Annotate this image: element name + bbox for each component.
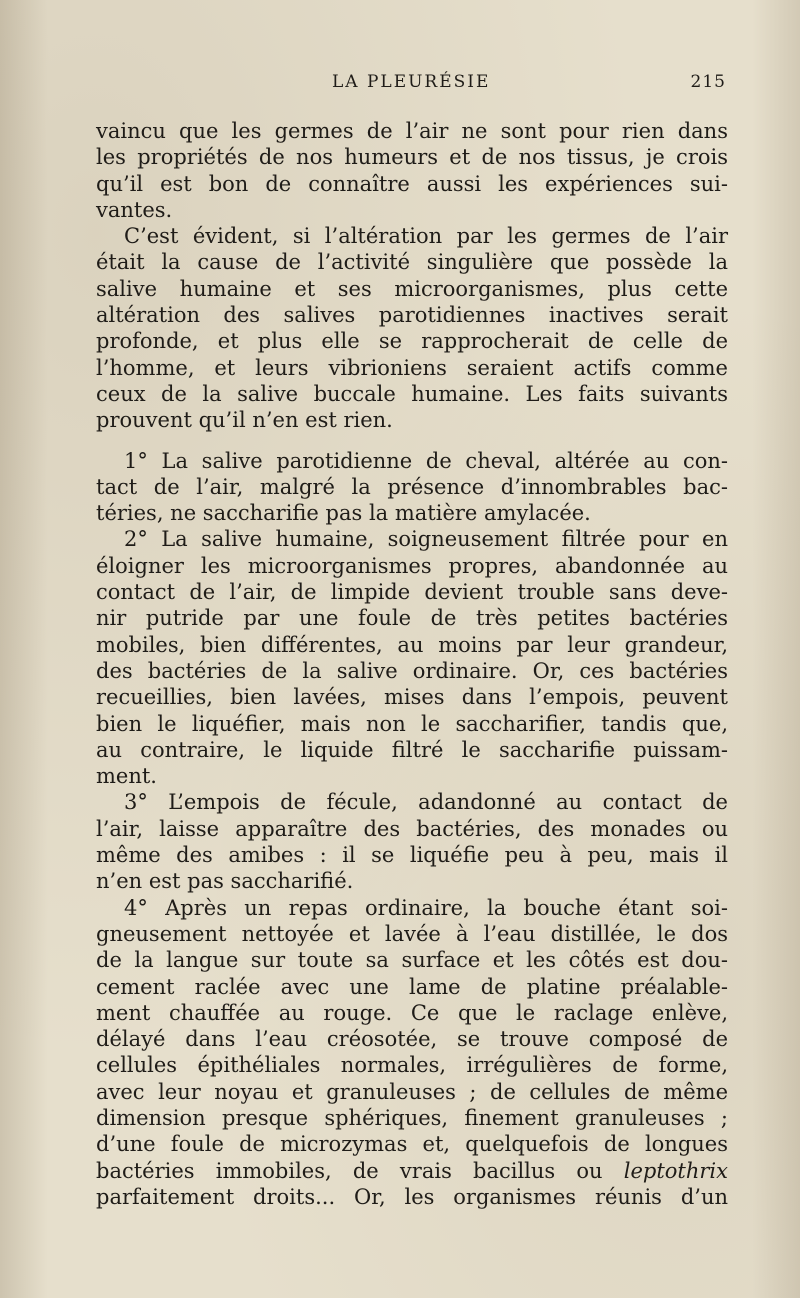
running-title: LA PLEURÉSIE (332, 72, 491, 92)
text-line: vaincu que les germes de l’air ne sont pour rien dans (96, 119, 728, 143)
body-text (96, 118, 728, 1210)
text-line: d’une foule de microzymas et, quelquefois de longues (96, 1132, 728, 1157)
text-line: gneusement nettoyée et lavée à l’eau distillée, le dos (96, 921, 728, 946)
text-line: téries, ne saccharifie pas la matière amylacée. (96, 501, 591, 526)
paragraph-gap (96, 434, 728, 448)
text-line: bien le liquéfier, mais non le saccharifier, tandis que, (96, 711, 728, 736)
text-line: cement raclée avec une lame de platine préalable- (96, 974, 728, 999)
text-line: mobiles, bien différentes, au moins par leur grandeur, (96, 632, 728, 657)
text-line: recueillies, bien lavées, mises dans l’empois, peuvent (96, 685, 728, 710)
text-line: contact de l’air, de limpide devient trouble sans deve- (96, 580, 728, 605)
text-line: salive humaine et ses microorganismes, plus cette (96, 276, 728, 301)
text-line: ceux de la salive buccale humaine. Les faits suivants (96, 381, 728, 406)
text-line: parfaitement droits... Or, les organismes réunis d’un (96, 1184, 728, 1209)
text-line: vantes. (96, 197, 173, 222)
text-line: prouvent qu’il n’en est rien. (96, 408, 393, 433)
text-line: C’est évident, si l’altération par les germes de l’air (124, 224, 728, 249)
text-line: était la cause de l’activité singulière que possède la (96, 250, 728, 275)
text-line: dimension presque sphériques, finement granuleuses ; (96, 1105, 728, 1130)
text-line: qu’il est bon de connaître aussi les expériences sui- (96, 171, 728, 196)
text-line (96, 1158, 728, 1184)
text-line: 4° Après un repas ordinaire, la bouche étant soi- (124, 895, 728, 920)
text-line: même des amibes : il se liquéfie peu à peu, mais il (96, 843, 728, 868)
text-line: nir putride par une foule de très petites bactéries (96, 606, 728, 631)
text-line: cellules épithéliales normales, irrégulières de forme, (96, 1053, 728, 1078)
text-line: ment chauffée au rouge. Ce que le raclage enlève, (96, 1000, 728, 1025)
text-line: au contraire, le liquide filtré le saccharifie puissam- (96, 737, 728, 762)
text-line: des bactéries de la salive ordinaire. Or, ces bactéries (96, 658, 728, 683)
page-number: 215 (690, 72, 726, 92)
text-line: altération des salives parotidiennes inactives serait (96, 303, 728, 328)
text-line: ment. (96, 764, 157, 789)
text-line: 1° La salive parotidienne de cheval, altérée au con- (124, 448, 728, 473)
text-line: éloigner les microorganismes propres, abandonnée au (96, 553, 728, 578)
text-line: l’homme, et leurs vibrioniens seraient actifs comme (96, 355, 728, 380)
text-line: n’en est pas saccharifié. (96, 869, 354, 894)
text-line: avec leur noyau et granuleuses ; de cellules de même (96, 1079, 728, 1104)
text-line: profonde, et plus elle se rapprocherait de celle de (96, 329, 728, 354)
text-line: 2° La salive humaine, soigneusement filtrée pour en (124, 527, 728, 552)
text-line: délayé dans l’eau créosotée, se trouve composé de (96, 1027, 728, 1052)
running-head (96, 72, 726, 100)
text-line: 3° L’empois de fécule, adandonné au contact de (124, 790, 728, 815)
text-segment: bactéries immobiles, de vrais bacillus ou (96, 1158, 603, 1183)
italic-term: leptothrix (623, 1158, 728, 1183)
text-line: les propriétés de nos humeurs et de nos tissus, je crois (96, 145, 728, 170)
text-line: l’air, laisse apparaître des bactéries, des monades ou (96, 816, 728, 841)
text-line: de la langue sur toute sa surface et les côtés est dou- (96, 948, 728, 973)
text-line: tact de l’air, malgré la présence d’innombrables bac- (96, 474, 728, 499)
